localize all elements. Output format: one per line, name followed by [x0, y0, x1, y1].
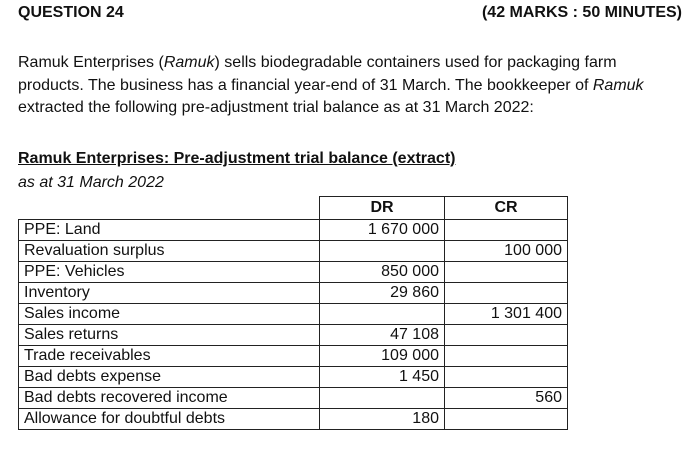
header-dr: DR: [320, 197, 445, 220]
table-row: [19, 220, 568, 241]
cr-cell: 100 000: [445, 241, 568, 262]
intro-text-3: extracted the following pre-adjustment trial balance as at 31 March 2022:: [18, 99, 534, 116]
question-marks: (42 MARKS : 50 MINUTES): [481, 4, 682, 21]
cr-cell: [445, 346, 568, 367]
cr-cell: [445, 325, 568, 346]
intro-name-1: Ramuk: [163, 54, 215, 71]
table-row: [19, 409, 568, 430]
account-cell: Trade receivables: [19, 346, 320, 367]
question-header: [18, 4, 682, 22]
account-cell: Inventory: [19, 283, 320, 304]
dr-cell: 180: [320, 409, 445, 430]
table-row: [19, 367, 568, 388]
question-label: QUESTION 24: [18, 4, 124, 21]
account-cell: Sales income: [19, 304, 320, 325]
dr-cell: 47 108: [320, 325, 445, 346]
table-body: [19, 220, 568, 430]
cr-cell: [445, 367, 568, 388]
dr-cell: 109 000: [320, 346, 445, 367]
account-cell: PPE: Land: [19, 220, 320, 241]
intro-name-2: Ramuk: [592, 76, 644, 94]
table-header-row: [19, 197, 568, 220]
intro-paragraph: [18, 52, 682, 120]
dr-cell: 29 860: [320, 283, 445, 304]
account-cell: Allowance for doubtful debts: [19, 409, 320, 430]
table-row: [19, 346, 568, 367]
dr-cell: [320, 388, 445, 409]
intro-text-1: Ramuk Enterprises (: [18, 54, 164, 71]
cr-cell: [445, 220, 568, 241]
trial-balance-table: [18, 196, 568, 430]
table-row: [19, 241, 568, 262]
account-cell: Bad debts recovered income: [19, 388, 320, 409]
account-cell: Sales returns: [19, 325, 320, 346]
cr-cell: 1 301 400: [445, 304, 568, 325]
table-row: [19, 262, 568, 283]
table-row: [19, 304, 568, 325]
dr-cell: [320, 304, 445, 325]
dr-cell: 850 000: [320, 262, 445, 283]
table-row: [19, 388, 568, 409]
cr-cell: [445, 409, 568, 430]
trial-balance-title: Ramuk Enterprises: Pre-adjustment trial balance (extract): [18, 150, 456, 167]
account-cell: Bad debts expense: [19, 367, 320, 388]
account-cell: Revaluation surplus: [19, 241, 320, 262]
intro-text-2: ) sells biodegradable containers used for packaging farm products. The business has a financial year-end of 31 March. The bookkeeper of: [18, 54, 617, 94]
cr-cell: [445, 262, 568, 283]
cr-cell: 560: [445, 388, 568, 409]
dr-cell: [320, 241, 445, 262]
account-cell: PPE: Vehicles: [19, 262, 320, 283]
table-row: [19, 283, 568, 304]
dr-cell: 1 670 000: [320, 220, 445, 241]
header-blank-cell: [19, 197, 320, 220]
trial-balance-subtitle: as at 31 March 2022: [18, 174, 164, 191]
dr-cell: 1 450: [320, 367, 445, 388]
header-cr: CR: [445, 197, 568, 220]
table-row: [19, 325, 568, 346]
cr-cell: [445, 283, 568, 304]
